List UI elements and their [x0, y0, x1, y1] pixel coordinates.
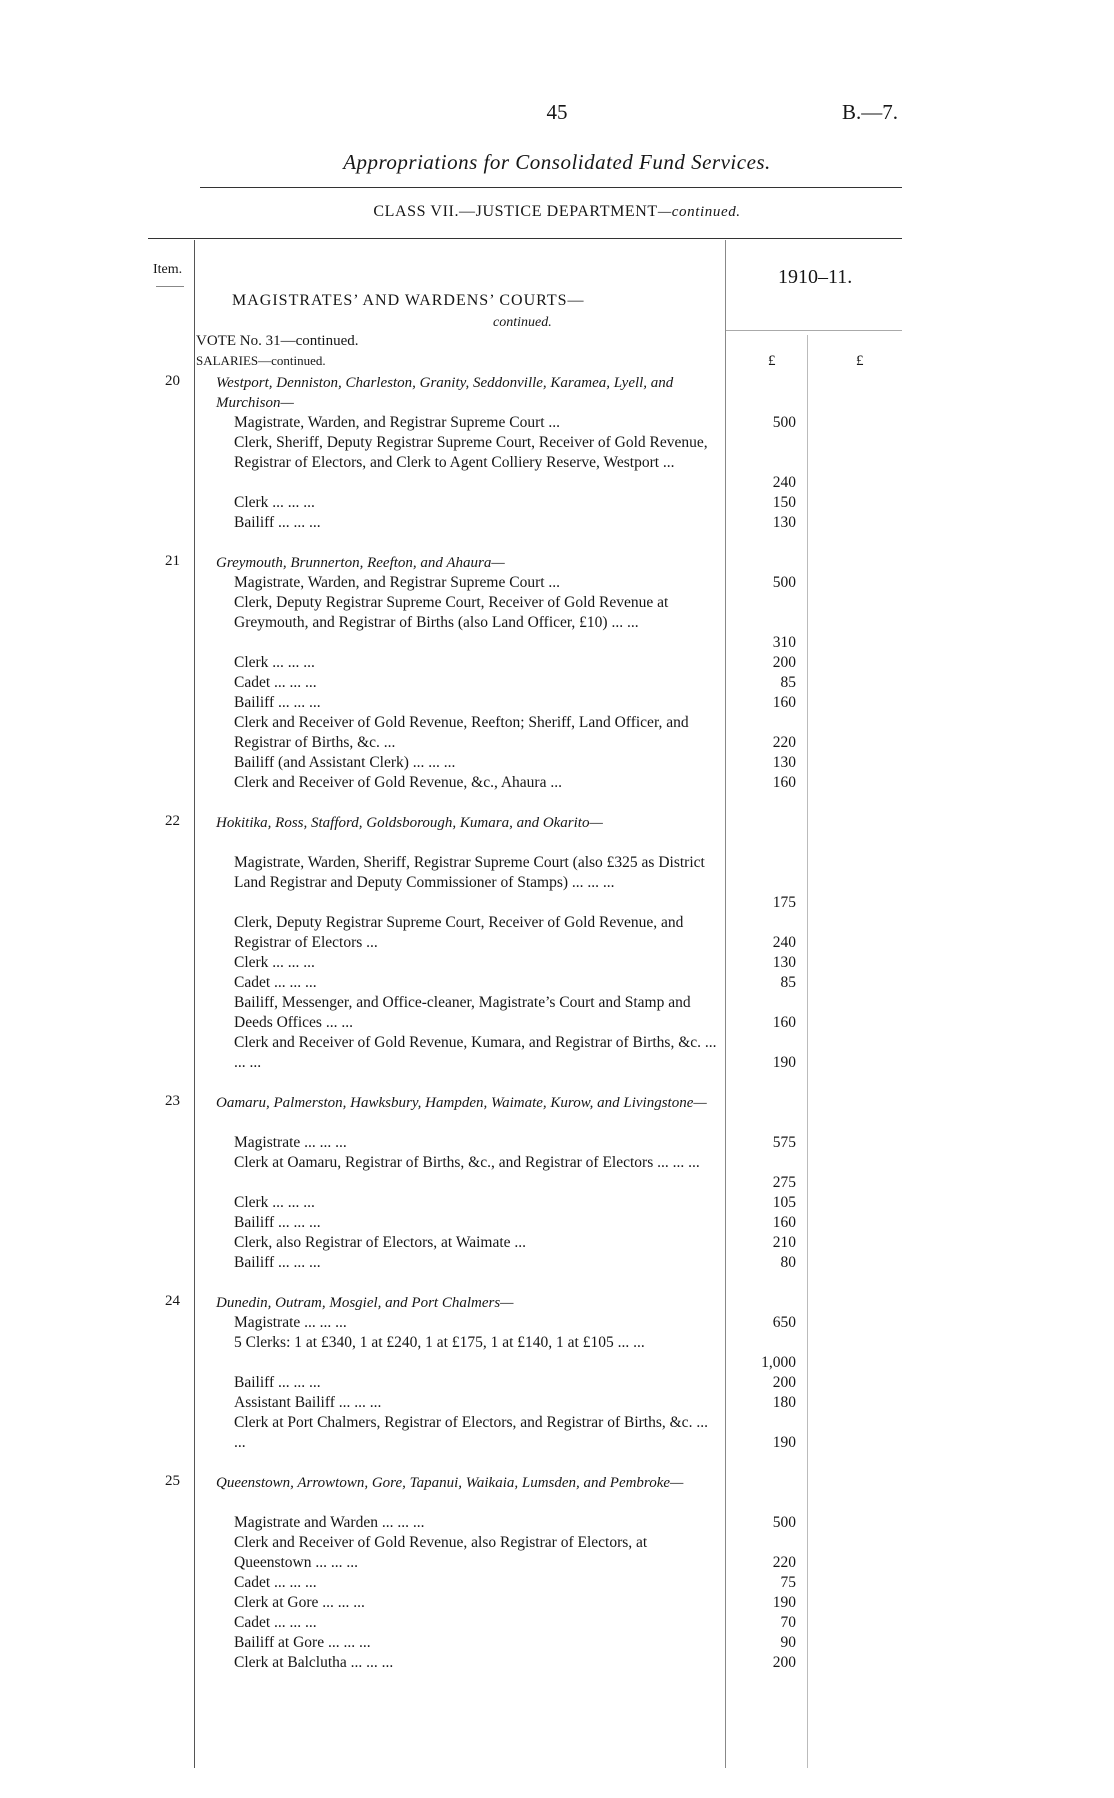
list-item: [234, 993, 718, 1033]
row-text: Clerk and Receiver of Gold Revenue, Reefton; Sheriff, Land Officer, and Registrar of Births, &c. ...: [234, 714, 689, 751]
list-item: [234, 693, 718, 713]
group-title: Hokitika, Ross, Stafford, Goldsborough, Kumara, and Okarito—: [216, 815, 603, 831]
amount: 160: [772, 1014, 796, 1031]
list-item: [234, 1253, 718, 1273]
amount: 500: [772, 414, 796, 431]
pound-symbol: £: [768, 353, 776, 369]
row-text: Cadet ... ... ...: [234, 1574, 317, 1591]
row-text: Bailiff ... ... ...: [234, 1254, 321, 1271]
document-reference: B.—7.: [842, 100, 899, 124]
amount: 200: [772, 1654, 796, 1671]
class-heading-suffix: —continued.: [657, 204, 741, 220]
group-title: Dunedin, Outram, Mosgiel, and Port Chalmers—: [216, 1295, 514, 1311]
list-item: [234, 1393, 718, 1413]
row-text: Bailiff (and Assistant Clerk) ... ... ...: [234, 754, 456, 771]
page-number: 45: [546, 100, 568, 124]
row-text: Cadet ... ... ...: [234, 674, 317, 691]
row-text: Bailiff, Messenger, and Office-cleaner, Magistrate’s Court and Stamp and Deeds Offices ... ...: [234, 994, 691, 1031]
amount: 80: [780, 1254, 796, 1271]
row-text: Bailiff at Gore ... ... ...: [234, 1634, 371, 1651]
row-text: Magistrate, Warden, and Registrar Supreme Court ...: [234, 574, 561, 591]
amount: 275: [772, 1174, 796, 1191]
row-text: Magistrate, Warden, and Registrar Supreme Court ...: [234, 414, 561, 431]
row-text: Clerk and Receiver of Gold Revenue, also Registrar of Electors, at Queenstown ... ... ...: [234, 1534, 648, 1571]
list-item: [234, 973, 718, 993]
list-item: [234, 1413, 718, 1453]
list-item: [234, 1333, 718, 1353]
title-rule: [200, 187, 902, 188]
item-number: 25: [165, 1473, 180, 1489]
salaries-heading: SALARIES—continued.: [196, 353, 326, 368]
row-text: Magistrate ... ... ...: [234, 1134, 347, 1151]
list-item: [234, 413, 718, 433]
list-item: [234, 713, 718, 753]
item-number: 24: [165, 1293, 180, 1309]
amount: 150: [772, 494, 796, 511]
row-text: 5 Clerks: 1 at £340, 1 at £240, 1 at £175, 1 at £140, 1 at £105 ... ...: [234, 1334, 645, 1351]
row-text: Clerk, also Registrar of Electors, at Waimate ...: [234, 1234, 527, 1251]
amount: 105: [772, 1194, 796, 1211]
item-number: 20: [165, 373, 180, 389]
row-text: Clerk, Deputy Registrar Supreme Court, Receiver of Gold Revenue at Greymouth, and Registrar of Births (also Land Officer, £10) ... ...: [234, 594, 669, 631]
row-text: Bailiff ... ... ...: [234, 514, 321, 531]
list-item: [234, 1653, 718, 1673]
list-item: [234, 913, 718, 953]
list-item: [234, 593, 718, 633]
list-item: [234, 1513, 718, 1533]
list-item: [234, 1193, 718, 1213]
amount: 75: [780, 1574, 796, 1591]
row-text: Bailiff ... ... ...: [234, 1374, 321, 1391]
group-title: Greymouth, Brunnerton, Reefton, and Ahaura—: [216, 555, 505, 571]
list-item: [234, 853, 718, 893]
item-number: 21: [165, 553, 180, 569]
amount-column-rule: [725, 240, 726, 1768]
section-continued: continued.: [493, 315, 552, 330]
list-item: [234, 1533, 718, 1573]
list-item: [234, 1613, 718, 1633]
inner-pound-rule: [807, 335, 808, 1768]
amount: 190: [772, 1594, 796, 1611]
list-item: [234, 753, 718, 773]
amount: 160: [772, 774, 796, 791]
amount: 1,000: [761, 1354, 796, 1371]
row-text: Cadet ... ... ...: [234, 974, 317, 991]
list-item: [234, 1633, 718, 1653]
page-title: Appropriations for Consolidated Fund Services.: [343, 150, 771, 174]
row-text: Clerk at Balclutha ... ... ...: [234, 1654, 394, 1671]
row-text: Clerk ... ... ...: [234, 1194, 315, 1211]
amount: 130: [772, 754, 796, 771]
list-item: [234, 513, 718, 533]
list-item: [234, 1033, 718, 1073]
amount: 310: [772, 634, 796, 651]
list-item: [234, 573, 718, 593]
pound-symbol: £: [856, 353, 864, 369]
row-text: Assistant Bailiff ... ... ...: [234, 1394, 382, 1411]
class-rule: [148, 238, 902, 239]
year-header: 1910–11.: [778, 266, 853, 288]
item-number: 22: [165, 813, 180, 829]
group-title: Oamaru, Palmerston, Hawksbury, Hampden, Waimate, Kurow, and Livingstone—: [216, 1095, 707, 1111]
amount: 220: [772, 1554, 796, 1571]
list-item: [234, 1233, 718, 1253]
row-text: Clerk at Gore ... ... ...: [234, 1594, 365, 1611]
amount: 240: [772, 934, 796, 951]
row-text: Clerk ... ... ...: [234, 954, 315, 971]
list-item: [234, 433, 718, 473]
class-heading-text: CLASS VII.—JUSTICE DEPARTMENT: [373, 203, 658, 220]
amount: 200: [772, 654, 796, 671]
amount: 70: [780, 1614, 796, 1631]
amount: 210: [772, 1234, 796, 1251]
list-item: [234, 493, 718, 513]
list-item: [234, 1153, 718, 1173]
item-column-label: Item.: [153, 262, 183, 277]
row-text: Clerk ... ... ...: [234, 494, 315, 511]
row-text: Magistrate and Warden ... ... ...: [234, 1514, 425, 1531]
row-text: Bailiff ... ... ...: [234, 1214, 321, 1231]
list-item: [234, 1313, 718, 1333]
vote-heading: VOTE No. 31—continued.: [196, 333, 359, 349]
amount: 85: [780, 674, 796, 691]
amount: 190: [772, 1054, 796, 1071]
row-text: Clerk, Sheriff, Deputy Registrar Supreme Court, Receiver of Gold Revenue, Registrar of Electors, and Clerk to Agent Colliery Reserve, Westport ...: [234, 434, 708, 471]
amount: 160: [772, 694, 796, 711]
class-heading: [0, 203, 1114, 221]
amount: 130: [772, 514, 796, 531]
group-title: Westport, Denniston, Charleston, Granity, Seddonville, Karamea, Lyell, and Murchison—: [216, 375, 674, 411]
list-item: [234, 1573, 718, 1593]
year-underline: [726, 330, 902, 331]
amount: 500: [772, 574, 796, 591]
row-text: Clerk, Deputy Registrar Supreme Court, Receiver of Gold Revenue, and Registrar of Electors ...: [234, 914, 684, 951]
amount: 85: [780, 974, 796, 991]
item-column-rule: [194, 240, 195, 1768]
list-item: [234, 653, 718, 673]
amount: 220: [772, 734, 796, 751]
group-title: Queenstown, Arrowtown, Gore, Tapanui, Waikaia, Lumsden, and Pembroke—: [216, 1475, 684, 1491]
row-text: Magistrate ... ... ...: [234, 1314, 347, 1331]
item-number: 23: [165, 1093, 180, 1109]
list-item: [234, 953, 718, 973]
amount: 240: [772, 474, 796, 491]
row-text: Magistrate, Warden, Sheriff, Registrar Supreme Court (also £325 as District Land Registrar and Deputy Commissioner of Stamps) ... ... ...: [234, 854, 705, 891]
list-item: [234, 673, 718, 693]
amount: 175: [772, 894, 796, 911]
amount: 180: [772, 1394, 796, 1411]
list-item: [234, 1373, 718, 1393]
amount: 160: [772, 1214, 796, 1231]
amount: 500: [772, 1514, 796, 1531]
row-text: Clerk and Receiver of Gold Revenue, Kumara, and Registrar of Births, &c. ... ... ...: [234, 1034, 717, 1071]
section-heading: MAGISTRATES’ AND WARDENS’ COURTS—: [232, 292, 585, 309]
row-text: Bailiff ... ... ...: [234, 694, 321, 711]
row-text: Clerk and Receiver of Gold Revenue, &c., Ahaura ...: [234, 774, 562, 791]
amount: 130: [772, 954, 796, 971]
row-text: Cadet ... ... ...: [234, 1614, 317, 1631]
amount: 650: [772, 1314, 796, 1331]
amount: 200: [772, 1374, 796, 1391]
row-text: Clerk at Oamaru, Registrar of Births, &c., and Registrar of Electors ... ... ...: [234, 1154, 700, 1171]
list-item: [234, 1213, 718, 1233]
list-item: [234, 1593, 718, 1613]
row-text: Clerk ... ... ...: [234, 654, 315, 671]
amount: 575: [772, 1134, 796, 1151]
row-text: Clerk at Port Chalmers, Registrar of Electors, and Registrar of Births, &c. ... ...: [234, 1414, 708, 1451]
item-label-underline: [156, 286, 184, 287]
amount: 190: [772, 1434, 796, 1451]
amount: 90: [780, 1634, 796, 1651]
list-item: [234, 1133, 718, 1153]
list-item: [234, 773, 718, 793]
